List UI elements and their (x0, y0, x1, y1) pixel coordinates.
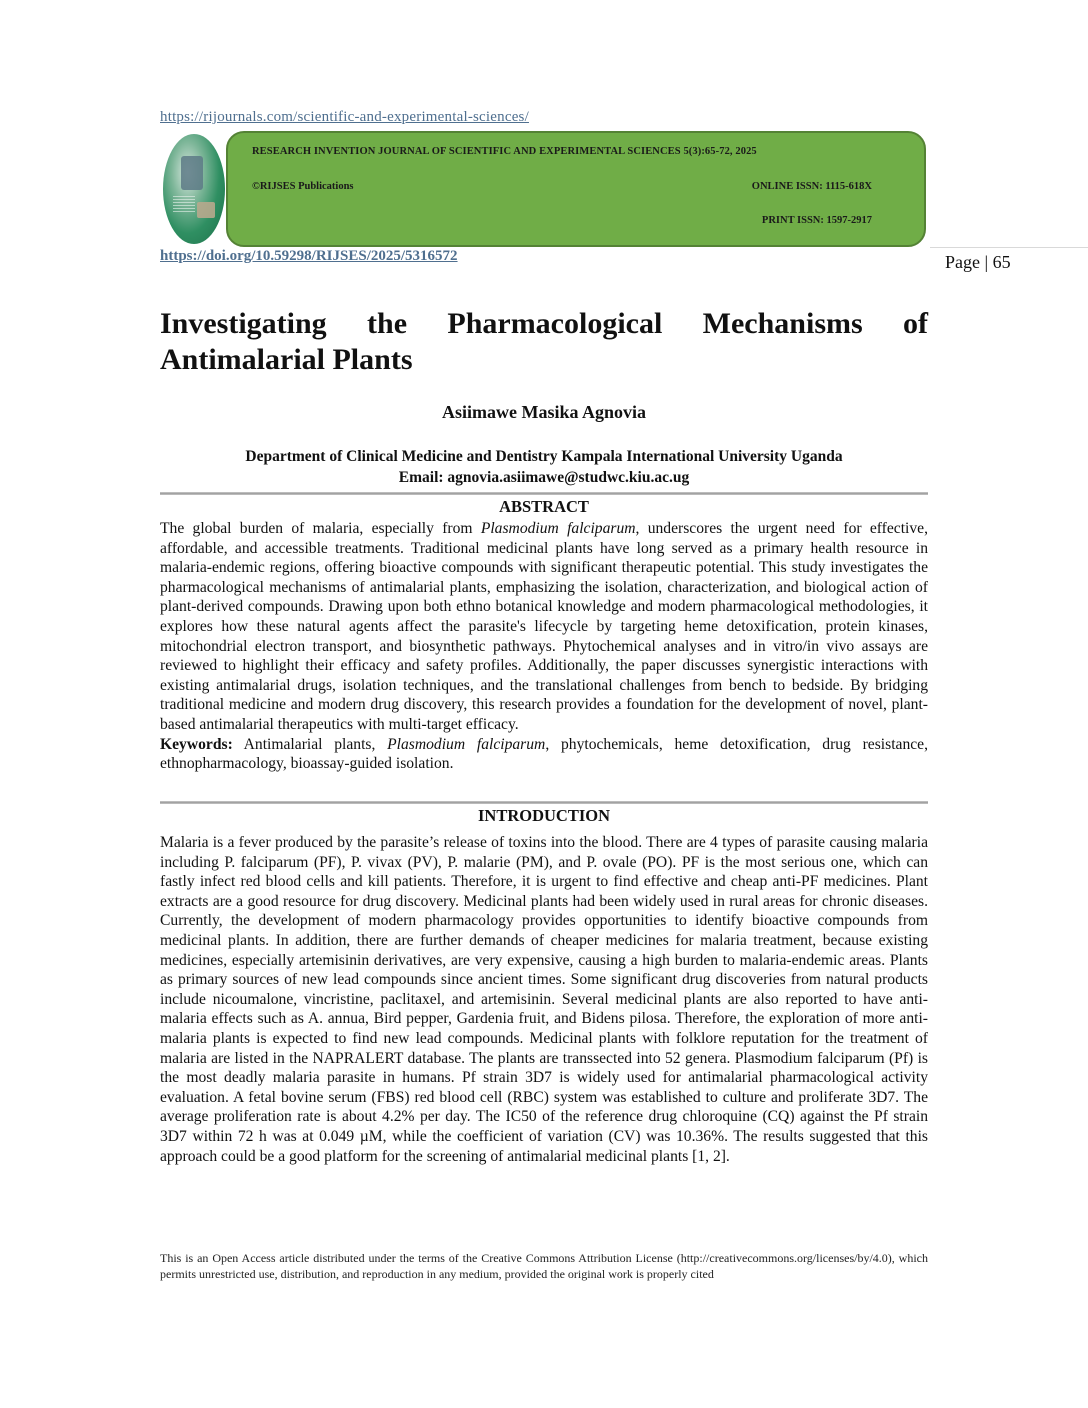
logo-book-icon (197, 202, 215, 218)
abstract-heading: ABSTRACT (499, 497, 589, 516)
journal-citation: RESEARCH INVENTION JOURNAL OF SCIENTIFIC AND EXPERIMENTAL SCIENCES 5(3):65-72, 2025 (252, 146, 757, 157)
print-issn: PRINT ISSN: 1597-2917 (761, 215, 872, 226)
title-line-2: Antimalarial Plants (160, 343, 413, 376)
journal-url-link[interactable]: https://rijournals.com/scientific-and-experimental-sciences/ (160, 109, 529, 125)
affiliation: Department of Clinical Medicine and Dentistry Kampala International University Uganda (245, 448, 843, 465)
introduction-text: Malaria is a fever produced by the parasite’s release of toxins into the blood. There are 4 types of parasite causing malaria including P. falciparum (PF), P. vivax (PV), P. malarie (PM), and P. ovale (PO). PF is the most serious one, which can fastly infect red blood cells and kill patients. Therefore, it is urgent to find effective and cheap anti-PF medicines. Plant extracts are a good resource for drug discovery. Medicinal plants had been widely used in rural areas for chronic diseases. Currently, the development of modern pharmacology provides opportunities to identify bioactive compounds from medicinal plants. In addition, there are further demands of cheaper medicines for malaria treatment, because existing medicines, especially artemisinin derivatives, are very expensive, causing a high burden to malaria-endemic areas. Plants as primary sources of new lead compounds since ancient times. Some significant drug discoveries from natural products include nicoumalone, vincristine, paclitaxel, and artemisinin. Several medicinal plants are also reported to have anti-malaria effects such as A. annua, Bird pepper, Gardenia fruit, and Bidens pilosa. Therefore, the exploration of more anti-malaria plants is expected to find new lead compounds. Medicinal plants with folklore reputation for the treatment of malaria are listed in the NAPRALERT database. The plants are transsected into 52 genera. Plasmodium falciparum (Pf) is the most deadly malaria parasite in humans. Pf strain 3D7 is widely used for antimalarial pharmacological activity evaluation. A fetal bovine serum (FBS) red blood cell (RBC) system was established to culture and proliferate 3D7. The average proliferation rate is about 4.2% per day. The IC50 of the reference drug chloroquine (CQ) against the Pf strain 3D7 within 72 h was at 0.049 µM, while the coefficient of variation (CV) was 10.36%. The results suggested that this approach could be a good platform for the screening of antimalarial medicinal plants [1, 2]. (160, 834, 928, 1165)
abstract-text-segment: The global burden of malaria, especially from (160, 520, 481, 537)
introduction-heading: INTRODUCTION (477, 806, 611, 825)
abstract-species-name: Plasmodium falciparum (480, 520, 636, 537)
article-title (160, 306, 928, 378)
online-issn: ONLINE ISSN: 1115-618X (751, 181, 872, 192)
keywords-text: Antimalarial plants, (232, 735, 388, 753)
logo-figure-icon (181, 156, 203, 190)
journal-logo (163, 134, 225, 244)
abstract-divider (160, 492, 928, 495)
keywords-label: Keywords: (160, 735, 233, 753)
publisher-label: ©RIJSES Publications (252, 181, 354, 192)
license-note: This is an Open Access article distributed under the terms of the Creative Commons Attribution License (http://creativecommons.org/licenses/by/4.0), which permits unrestricted use, distribution, and reproduction in any medium, provided the original work is properly cited (160, 1251, 928, 1281)
author-email: Email: agnovia.asiimawe@studwc.kiu.ac.ug (398, 469, 690, 486)
title-line-1: Investigating the Pharmacological Mechanisms of (160, 307, 928, 340)
doi-link[interactable]: https://doi.org/10.59298/RIJSES/2025/5316572 (160, 248, 458, 264)
author-affiliation-block (160, 446, 928, 488)
abstract-text (160, 519, 928, 774)
introduction-divider (160, 801, 928, 804)
page-number: Page | 65 (945, 252, 1011, 272)
journal-banner (226, 131, 926, 247)
keywords-text: , phytochemicals, heme detoxification, drug resistance, ethnopharmacology, bioassay-guided isolation. (160, 735, 928, 773)
abstract-text-segment: , underscores the urgent need for effective, affordable, and accessible treatments. Traditional medicinal plants have long served as a primary health resource in malaria-endemic regions, offering bioactive compounds with significant therapeutic potential. This study investigates the pharmacological mechanisms of antimalarial plants, emphasizing the isolation, characterization, and biological action of plant-derived compounds. Drawing upon both ethno botanical knowledge and modern pharmacological methodologies, it explores how these natural agents affect the parasite's lifecycle by targeting heme detoxification, protein kinases, mitochondrial electron transport, and biosynthetic pathways. Phytochemical analyses and in vitro/in vivo assays are reviewed to highlight their efficacy and safety profiles. Additionally, the paper discusses synergistic interactions with existing antimalarial drugs, isolation techniques, and the translational challenges from bench to bedside. By bridging traditional medicine and modern drug discovery, this research provides a foundation for the development of novel, plant-based antimalarial therapeutics with multi-target efficacy. (160, 520, 928, 733)
logo-text-decoration (173, 196, 195, 214)
author-name: Asiimawe Masika Agnovia (441, 402, 646, 422)
page-number-divider (930, 247, 1088, 248)
keywords-species-name: Plasmodium falciparum (387, 735, 546, 753)
